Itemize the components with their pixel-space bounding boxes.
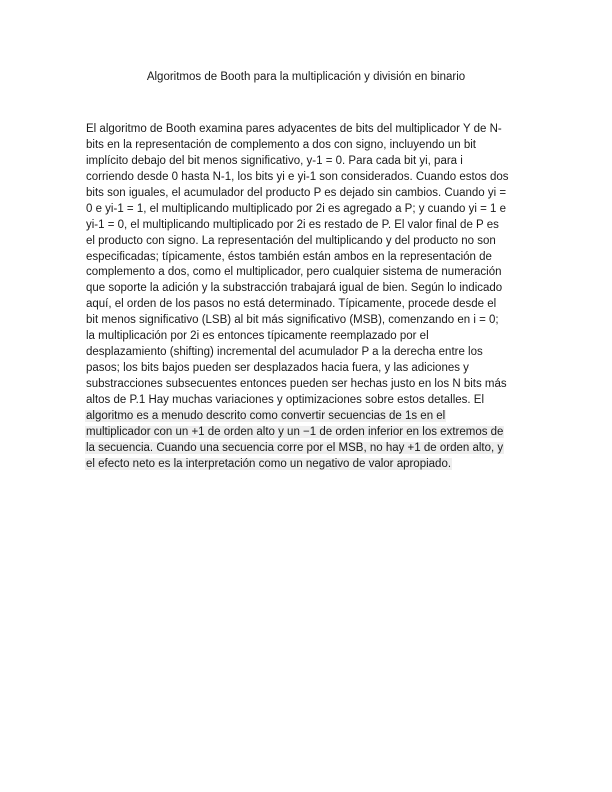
highlighted-line: el efecto neto es la interpretación como un negativo de valor apropiado. <box>86 457 452 470</box>
highlighted-line: algoritmo es a menudo descrito como convertir secuencias de 1s en el <box>86 409 446 422</box>
paragraph-line: bit menos significativo (LSB) al bit más significativo (MSB), comenzando en i = 0; <box>86 314 499 327</box>
paragraph-line: desplazamiento (shifting) incremental del acumulador P a la derecha entre los <box>86 346 483 359</box>
highlighted-line: multiplicador con un +1 de orden alto y un −1 de orden inferior en los extremos de <box>86 425 504 438</box>
paragraph-line: la multiplicación por 2i es entonces típicamente reemplazado por el <box>86 330 429 343</box>
paragraph-line: corriendo desde 0 hasta N-1, los bits yi e yi-1 son considerados. Cuando estos dos <box>86 170 509 183</box>
body-paragraph <box>85 122 527 473</box>
paragraph-line: especificadas; típicamente, éstos también están ambos en la representación de <box>86 250 492 263</box>
paragraph-line: implícito debajo del bit menos significativo, y-1 = 0. Para cada bit yi, para i <box>86 154 463 167</box>
paragraph-line: pasos; los bits bajos pueden ser desplazados hacia fuera, y las adiciones y <box>86 362 469 375</box>
highlighted-line: la secuencia. Cuando una secuencia corre por el MSB, no hay +1 de orden alto, y <box>86 441 504 454</box>
paragraph-line: aquí, el orden de los pasos no está determinado. Típicamente, procede desde el <box>86 298 497 311</box>
paragraph-line: yi-1 = 0, el multiplicando multiplicado por 2i es restado de P. El valor final de P es <box>86 218 499 231</box>
paragraph-line: bits en la representación de complemento a dos con signo, incluyendo un bit <box>86 138 476 151</box>
paragraph-line: complemento a dos, como el multiplicador, pero cualquier sistema de numeración <box>86 266 502 279</box>
paragraph-line: El algoritmo de Booth examina pares adyacentes de bits del multiplicador Y de N- <box>86 123 502 135</box>
paragraph-line: altos de P.1 Hay muchas variaciones y optimizaciones sobre estos detalles. El <box>86 393 485 406</box>
paragraph-line: 0 e yi-1 = 1, el multiplicando multiplicado por 2i es agregado a P; y cuando yi = 1 e <box>86 202 506 215</box>
paragraph-line: bits son iguales, el acumulador del producto P es dejado sin cambios. Cuando yi = <box>86 186 507 199</box>
paragraph-line: el producto con signo. La representación del multiplicando y del producto no son <box>86 234 496 247</box>
paragraph-line: que soporte la adición y la substracción trabajará igual de bien. Según lo indicado <box>86 282 503 295</box>
document-title: Algoritmos de Booth para la multiplicación y división en binario <box>146 71 466 83</box>
paragraph-line: substracciones subsecuentes entonces pueden ser hechas justo en los N bits más <box>86 378 507 390</box>
